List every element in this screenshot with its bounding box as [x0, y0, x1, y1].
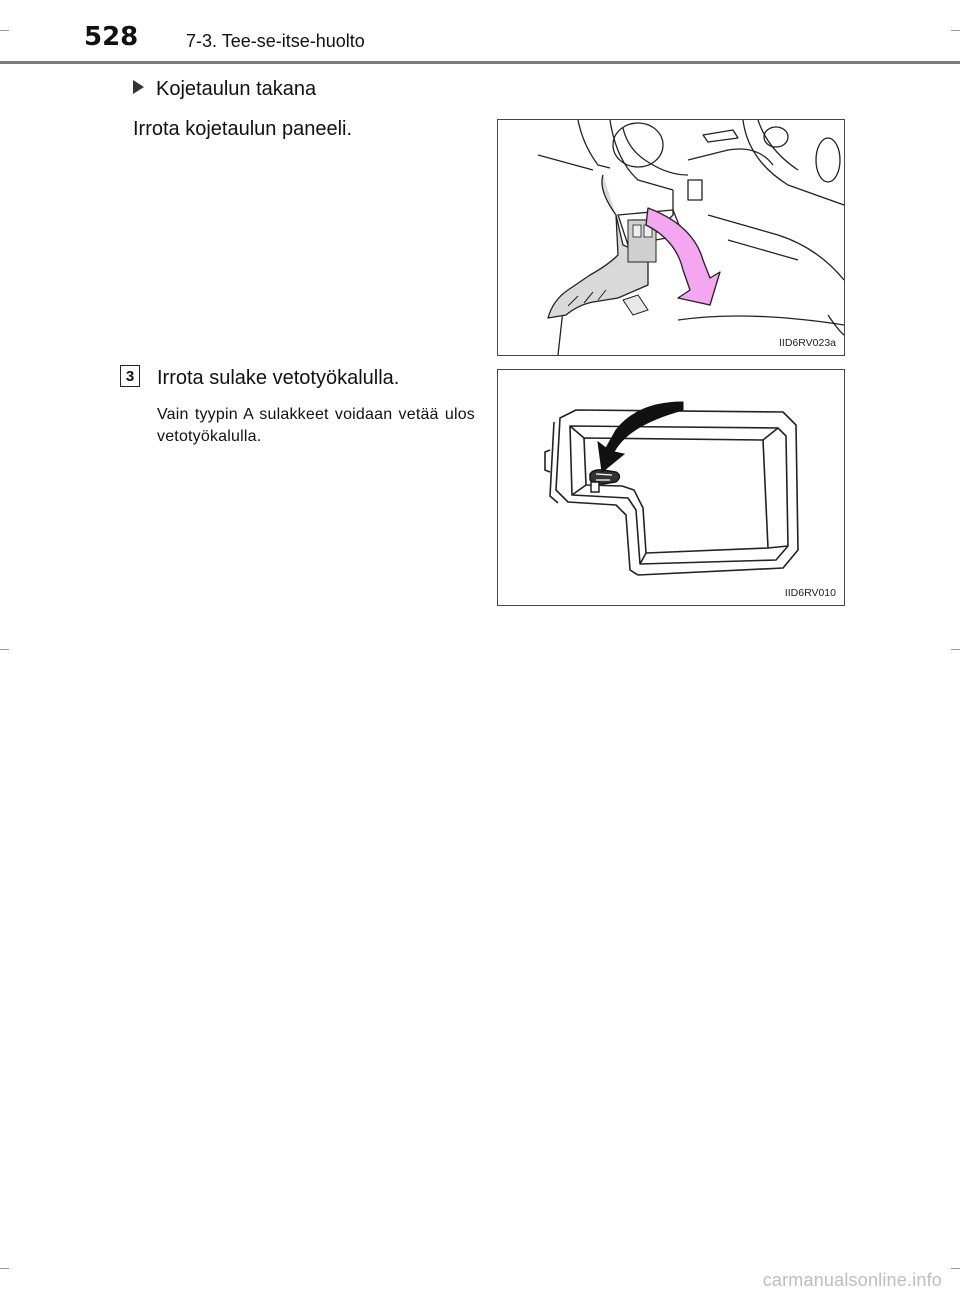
- section-title: 7-3. Tee-se-itse-huolto: [186, 31, 365, 51]
- crop-mark: [951, 649, 960, 650]
- page-number: 528: [84, 22, 139, 52]
- step-3-note: Vain tyypin A sulakkeet voidaan vetää ulos vetotyökalulla.: [157, 406, 475, 445]
- figure-panel-removal: [497, 119, 845, 356]
- triangle-bullet-icon: [133, 80, 144, 94]
- page-header: [0, 0, 960, 66]
- step-number-badge: 3: [120, 365, 140, 387]
- figure-code: IID6RV023a: [778, 337, 836, 349]
- step-2-text: Irrota kojetaulun paneeli.: [133, 118, 353, 140]
- crop-mark: [951, 1268, 960, 1269]
- crop-mark: [0, 1268, 9, 1269]
- fuse-box-illustration: [498, 370, 844, 605]
- bullet-heading: [133, 78, 316, 101]
- header-rule: [0, 61, 960, 64]
- crop-mark: [0, 649, 9, 650]
- step-3-text: Irrota sulake vetotyökalulla.: [157, 367, 400, 389]
- fuse-puller: [590, 470, 620, 492]
- dashboard-panel-illustration: [498, 120, 844, 355]
- bullet-heading-text: Kojetaulun takana: [156, 78, 317, 100]
- figure-code: IID6RV010: [784, 587, 836, 599]
- watermark: carmanualsonline.info: [762, 1270, 942, 1290]
- figure-fuse-box: [497, 369, 845, 606]
